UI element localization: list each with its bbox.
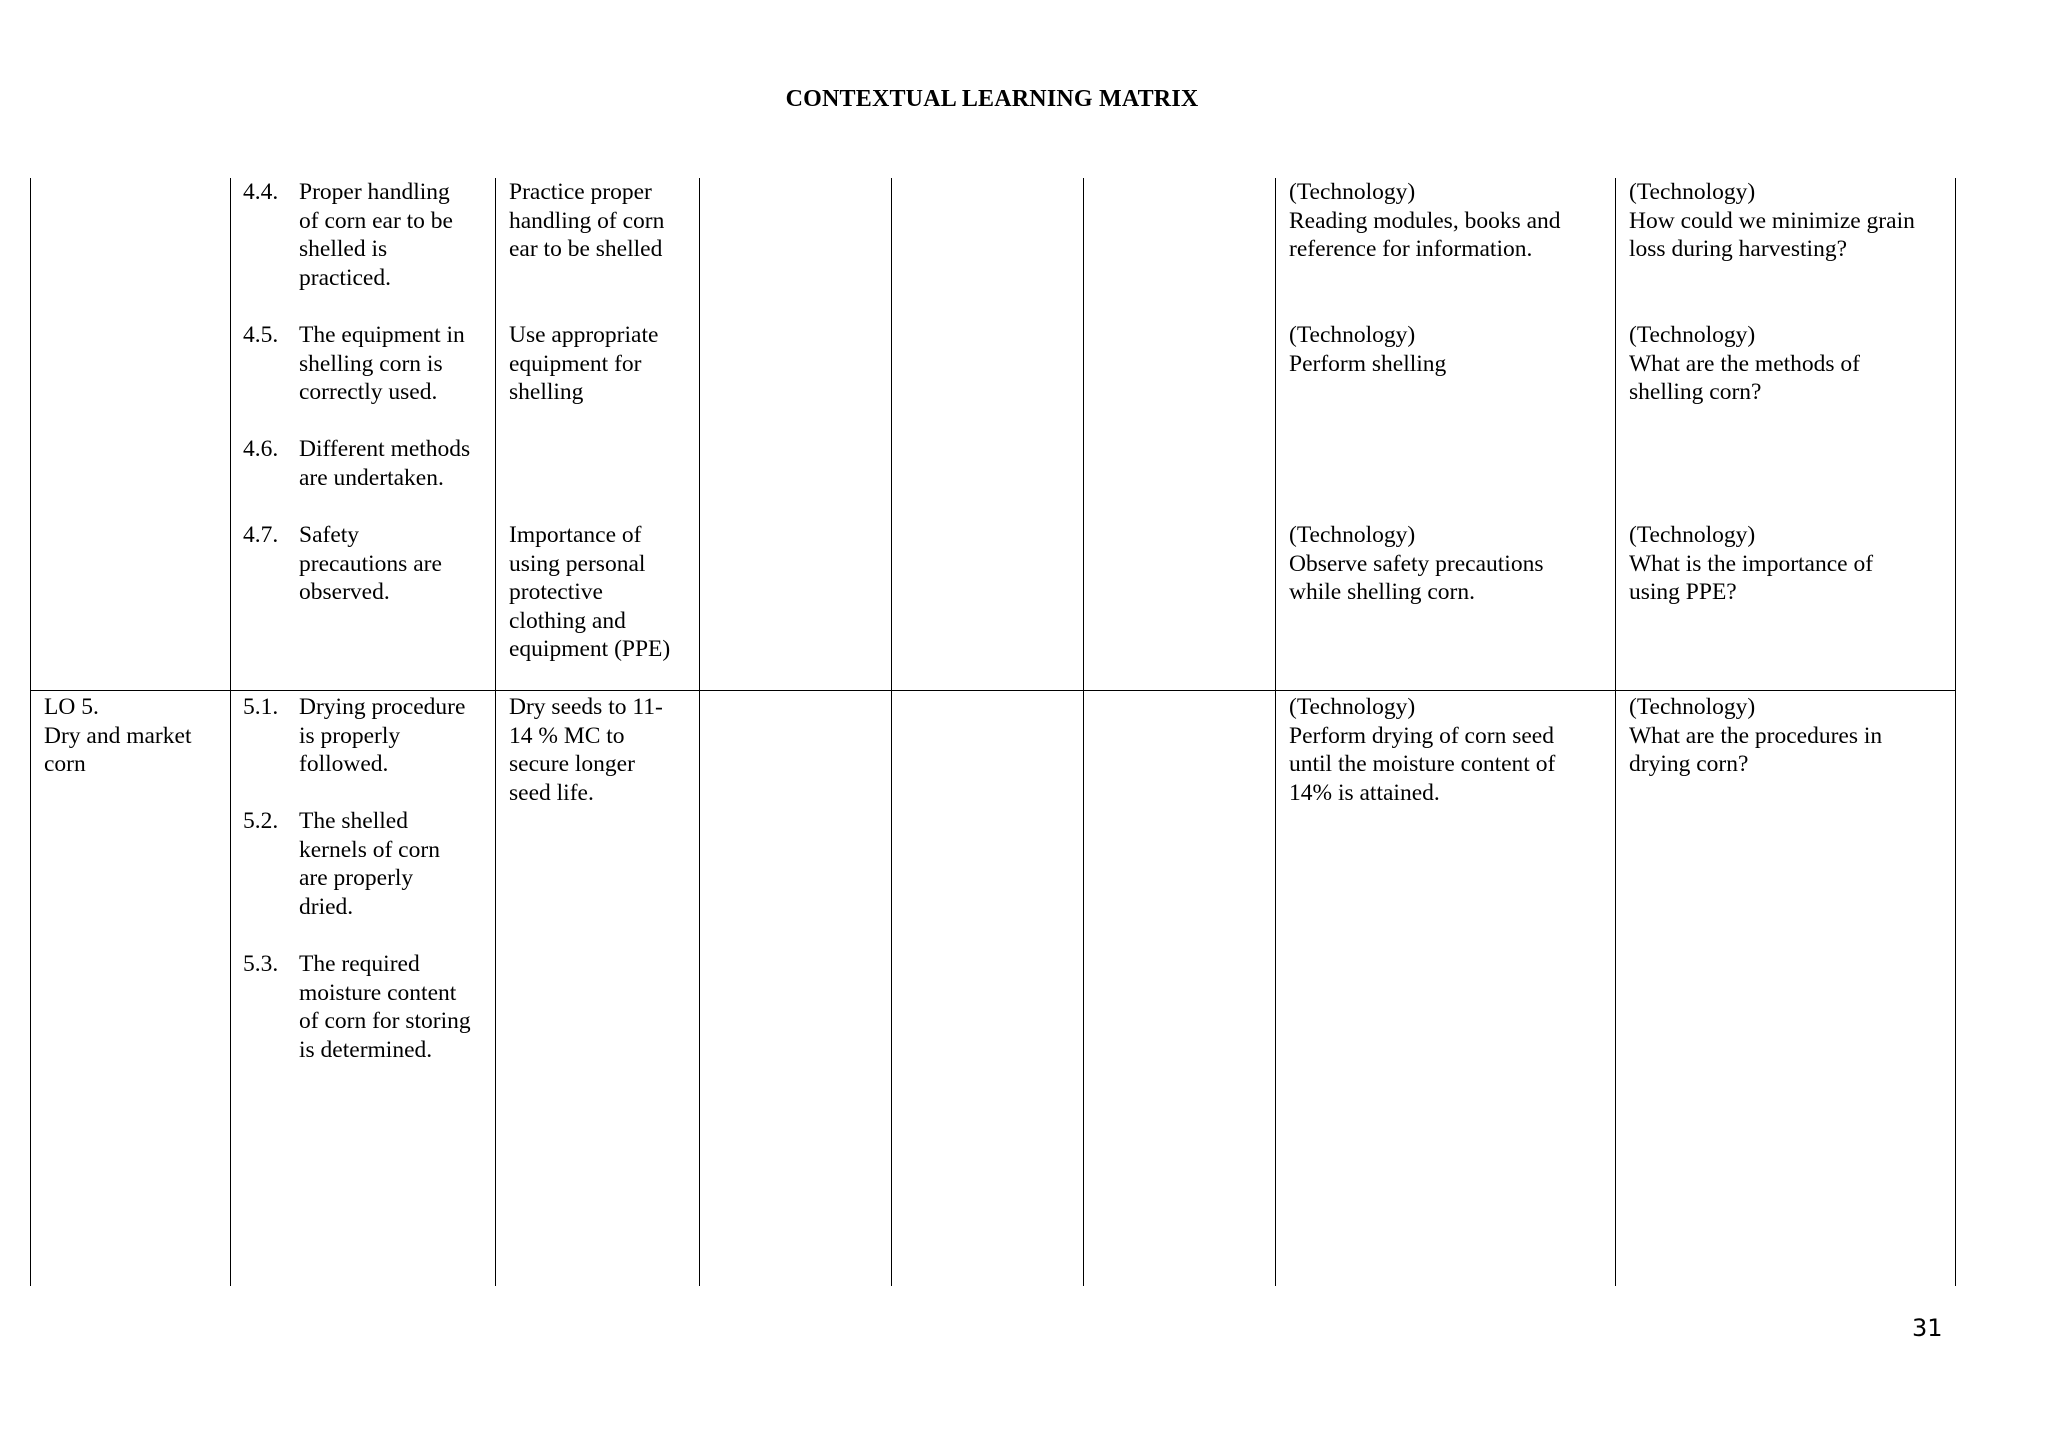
criterion-number: 4.4. [243, 179, 279, 205]
methods-line: until the moisture content of [1289, 751, 1556, 777]
criterion-line: of corn ear to be [299, 207, 453, 234]
content-line: secure longer [509, 751, 635, 777]
methods-cell [1289, 693, 1555, 807]
criterion-line: Different methods [299, 436, 471, 462]
criterion-number: 4.6. [243, 436, 279, 462]
content-line: clothing and [509, 607, 626, 634]
assessment-line: How could we minimize grain [1629, 207, 1915, 234]
methods-line: (Technology) [1289, 694, 1416, 720]
criterion-line: shelled is [299, 236, 388, 262]
criterion-line: Safety [299, 522, 360, 548]
criterion-line: observed. [299, 579, 390, 605]
content-cell [509, 521, 670, 664]
column-divider [1275, 178, 1276, 1286]
content-cell [509, 693, 663, 807]
assessment-line: drying corn? [1629, 751, 1749, 777]
content-line: 14 % MC to [509, 722, 625, 749]
criterion-line: are properly [299, 865, 414, 891]
criterion-line: are undertaken. [299, 464, 444, 491]
criterion-line: is determined. [299, 1036, 433, 1063]
content-line: using personal [509, 550, 646, 577]
column-divider [699, 178, 700, 1286]
learning-outcome-line: Dry and market [44, 722, 192, 749]
criterion-line: The equipment in [299, 322, 465, 348]
methods-cell [1289, 178, 1561, 264]
criterion-line: practiced. [299, 264, 391, 291]
methods-line: Perform shelling [1289, 350, 1447, 377]
table-border-left [30, 178, 31, 1286]
content-line: ear to be shelled [509, 236, 663, 262]
content-line: Use appropriate [509, 322, 659, 348]
content-cell [509, 178, 664, 264]
methods-line: 14% is attained. [1289, 779, 1440, 806]
criterion-number: 5.1. [243, 694, 279, 720]
content-line: seed life. [509, 779, 594, 806]
methods-line: reference for information. [1289, 236, 1533, 262]
criterion-number: 4.7. [243, 522, 279, 548]
criterion-line: The required [299, 951, 420, 977]
criterion-text [299, 521, 494, 607]
assessment-line: (Technology) [1629, 522, 1756, 548]
content-line: equipment (PPE) [509, 636, 671, 662]
criterion-text [299, 435, 494, 492]
criterion-line: dried. [299, 893, 354, 920]
document-title: CONTEXTUAL LEARNING MATRIX [785, 86, 1199, 112]
criterion-text [299, 693, 494, 779]
assessment-cell [1629, 693, 1882, 779]
methods-line: (Technology) [1289, 322, 1416, 348]
criterion-line: of corn for storing [299, 1008, 471, 1034]
row-divider [30, 690, 1955, 691]
table-border-right [1955, 178, 1956, 1286]
assessment-line: loss during harvesting? [1629, 236, 1847, 262]
column-divider [1615, 178, 1616, 1286]
content-line: protective [509, 579, 603, 605]
content-line: handling of corn [509, 207, 665, 234]
criterion-number: 4.5. [243, 322, 279, 348]
criterion-line: correctly used. [299, 379, 438, 405]
assessment-line: shelling corn? [1629, 379, 1762, 405]
content-line: shelling [509, 379, 584, 405]
criterion-text [299, 950, 494, 1064]
criterion-number: 5.3. [243, 951, 279, 977]
criterion-text [299, 807, 494, 921]
column-divider [1083, 178, 1084, 1286]
methods-cell [1289, 521, 1543, 607]
content-line: Dry seeds to 11- [509, 694, 663, 720]
criterion-line: Proper handling [299, 179, 450, 205]
methods-line: Perform drying of corn seed [1289, 722, 1554, 749]
criterion-line: followed. [299, 751, 389, 777]
learning-outcome-line: corn [44, 751, 86, 777]
content-line: Practice proper [509, 179, 652, 205]
assessment-cell [1629, 178, 1915, 264]
column-divider [230, 178, 231, 1286]
methods-cell [1289, 321, 1446, 378]
content-cell [509, 321, 658, 407]
content-line: Importance of [509, 522, 642, 548]
methods-line: Observe safety precautions [1289, 550, 1544, 577]
assessment-line: using PPE? [1629, 579, 1737, 605]
column-divider [495, 178, 496, 1286]
criterion-line: kernels of corn [299, 836, 440, 863]
column-divider [891, 178, 892, 1286]
methods-line: (Technology) [1289, 179, 1416, 205]
assessment-line: (Technology) [1629, 322, 1756, 348]
criterion-line: Drying procedure [299, 694, 466, 720]
methods-line: while shelling corn. [1289, 579, 1476, 605]
criterion-line: The shelled [299, 808, 408, 834]
assessment-cell [1629, 521, 1873, 607]
assessment-line: What are the methods of [1629, 350, 1860, 377]
page-number: 31 [1912, 1314, 1943, 1342]
criterion-number: 5.2. [243, 808, 279, 834]
criterion-text [299, 321, 494, 407]
criterion-text [299, 178, 494, 292]
assessment-line: (Technology) [1629, 694, 1756, 720]
assessment-cell [1629, 321, 1860, 407]
learning-outcome-cell [44, 693, 191, 779]
criterion-line: is properly [299, 722, 401, 749]
assessment-line: (Technology) [1629, 179, 1756, 205]
assessment-line: What is the importance of [1629, 550, 1874, 577]
content-line: equipment for [509, 350, 642, 377]
learning-outcome-line: LO 5. [44, 694, 99, 720]
criterion-line: shelling corn is [299, 350, 443, 377]
criterion-line: precautions are [299, 550, 442, 577]
assessment-line: What are the procedures in [1629, 722, 1883, 749]
methods-line: (Technology) [1289, 522, 1416, 548]
criterion-line: moisture content [299, 979, 457, 1006]
methods-line: Reading modules, books and [1289, 207, 1561, 234]
